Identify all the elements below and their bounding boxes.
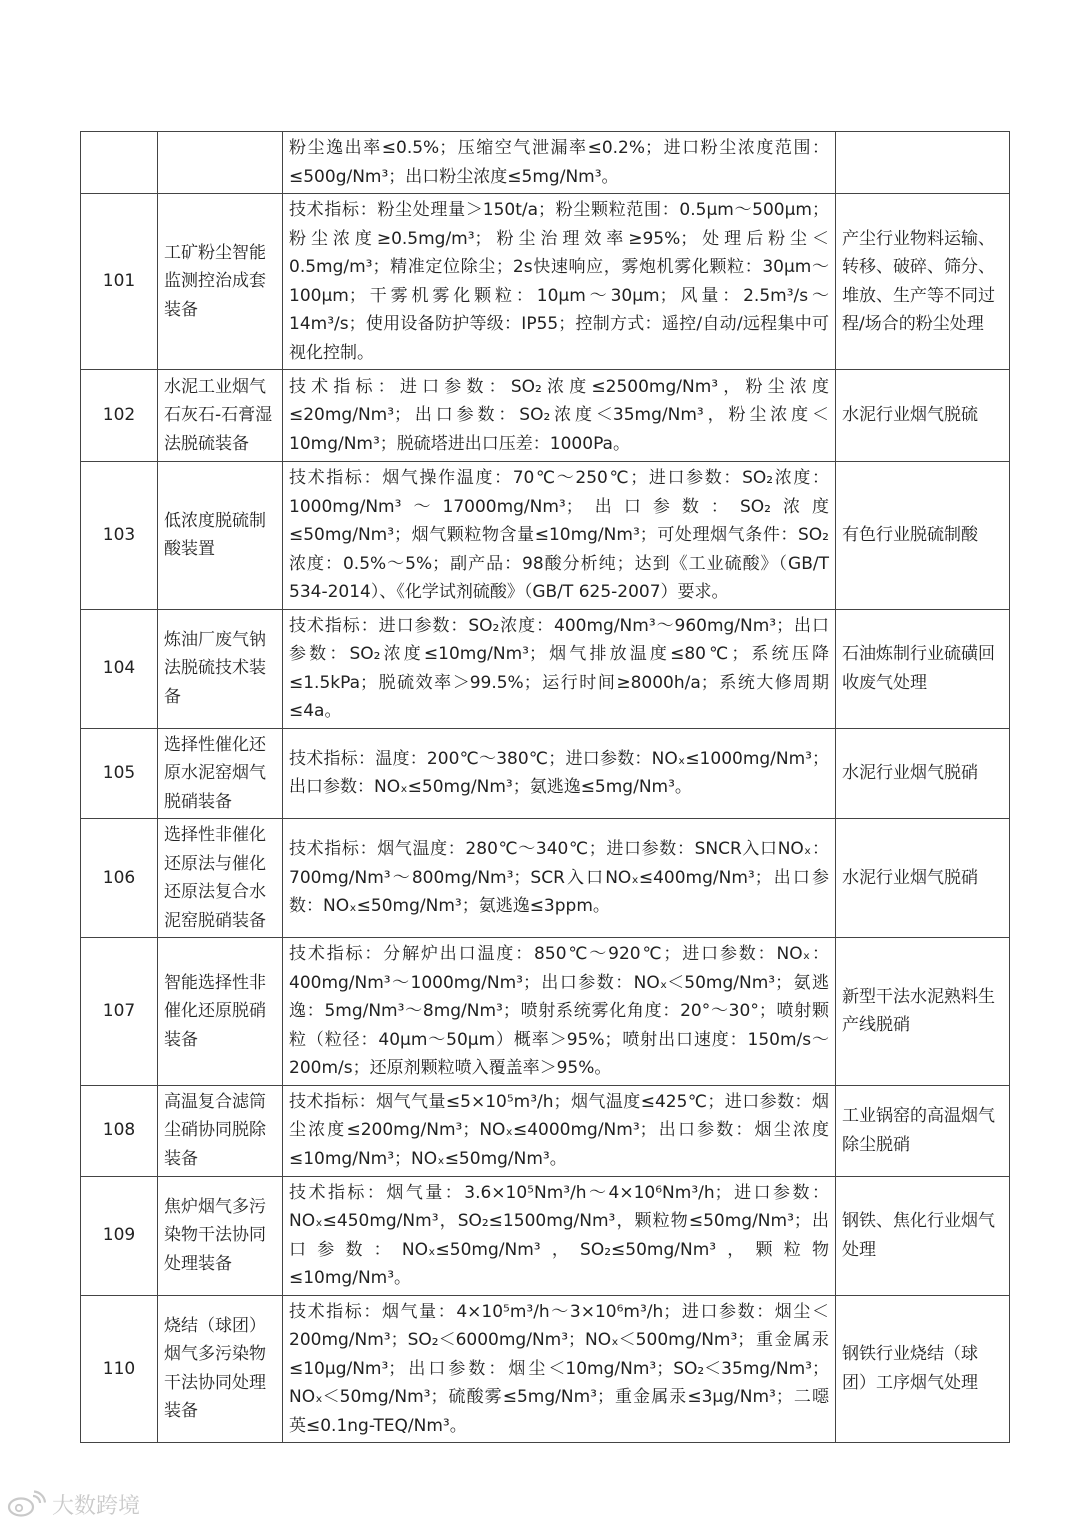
watermark-text: 大数跨境: [52, 1493, 141, 1519]
row-number: [81, 132, 158, 194]
application-scope: [836, 132, 1010, 194]
row-number: 103: [81, 462, 158, 610]
row-number: 106: [81, 819, 158, 938]
equipment-name: 选择性非催化还原法与催化还原法复合水泥窑脱硝装备: [158, 819, 283, 938]
row-number: 104: [81, 609, 158, 728]
application-scope: 水泥行业烟气脱硝: [836, 819, 1010, 938]
technical-spec: 技术指标：烟气温度：280℃～340℃；进口参数：SNCR入口NOₓ：700mg/Nm³～800mg/Nm³；SCR入口NOₓ≤400mg/Nm³；出口参数：NOₓ≤50mg/Nm³；氨逃逸≤3ppm。: [283, 819, 836, 938]
equipment-name: 烧结（球团）烟气多污染物干法协同处理装备: [158, 1295, 283, 1443]
application-scope: 新型干法水泥熟料生产线脱硝: [836, 938, 1010, 1086]
equipment-name: 选择性催化还原水泥窑烟气脱硝装备: [158, 728, 283, 819]
application-scope: 水泥行业烟气脱硝: [836, 728, 1010, 819]
application-scope: 钢铁行业烧结（球团）工序烟气处理: [836, 1295, 1010, 1443]
table-row: [81, 1085, 1010, 1176]
table-row: [81, 819, 1010, 938]
application-scope: 钢铁、焦化行业烟气处理: [836, 1176, 1010, 1295]
row-number: 110: [81, 1295, 158, 1443]
table-row: [81, 132, 1010, 194]
watermark: [6, 1488, 140, 1520]
application-scope: 石油炼制行业硫磺回收废气处理: [836, 609, 1010, 728]
equipment-name: 高温复合滤筒尘硝协同脱除装备: [158, 1085, 283, 1176]
equipment-name: 焦炉烟气多污染物干法协同处理装备: [158, 1176, 283, 1295]
table-row: [81, 1295, 1010, 1443]
table-row: [81, 462, 1010, 610]
application-scope: 水泥行业烟气脱硫: [836, 370, 1010, 462]
technical-spec: 技术指标：进口参数：SO₂浓度≤2500mg/Nm³，粉尘浓度≤20mg/Nm³；出口参数：SO₂浓度＜35mg/Nm³，粉尘浓度＜10mg/Nm³；脱硫塔进出口压差：1000Pa。: [283, 370, 836, 462]
technical-spec: 技术指标：烟气量：4×10⁵m³/h～3×10⁶m³/h；进口参数：烟尘＜200mg/Nm³；SO₂＜6000mg/Nm³；NOₓ＜500mg/Nm³；重金属汞≤10μg/Nm³；出口参数：烟尘＜10mg/Nm³；SO₂＜35mg/Nm³；NOₓ＜50mg/Nm³；硫酸雾≤5mg/Nm³；重金属汞≤3μg/Nm³；二噁英≤0.1ng-TEQ/Nm³。: [283, 1295, 836, 1443]
technical-spec: 技术指标：烟气操作温度：70℃～250℃；进口参数：SO₂浓度：1000mg/Nm³～17000mg/Nm³；出口参数：SO₂浓度≤50mg/Nm³；烟气颗粒物含量≤10mg/Nm³；可处理烟气条件：SO₂浓度：0.5%～5%；副产品：98酸分析纯；达到《工业硫酸》（GB/T 534-2014）、《化学试剂硫酸》（GB/T 625-2007）要求。: [283, 462, 836, 610]
table-row: [81, 1176, 1010, 1295]
equipment-name: 低浓度脱硫制酸装置: [158, 462, 283, 610]
table-row: [81, 938, 1010, 1086]
equipment-table: [80, 131, 1010, 1443]
application-scope: 工业锅窑的高温烟气除尘脱硝: [836, 1085, 1010, 1176]
table-row: [81, 609, 1010, 728]
technical-spec: 技术指标：烟气气量≤5×10⁵m³/h；烟气温度≤425℃；进口参数：烟尘浓度≤200mg/Nm³；NOₓ≤4000mg/Nm³；出口参数：烟尘浓度≤10mg/Nm³；NOₓ≤50mg/Nm³。: [283, 1085, 836, 1176]
equipment-name: 炼油厂废气钠法脱硫技术装备: [158, 609, 283, 728]
row-number: 107: [81, 938, 158, 1086]
technical-spec: 粉尘逸出率≤0.5%；压缩空气泄漏率≤0.2%；进口粉尘浓度范围：≤500g/Nm³；出口粉尘浓度≤5mg/Nm³。: [283, 132, 836, 194]
table-row: [81, 370, 1010, 462]
technical-spec: 技术指标：烟气量：3.6×10⁵Nm³/h～4×10⁶Nm³/h；进口参数：NOₓ≤450mg/Nm³，SO₂≤1500mg/Nm³，颗粒物≤50mg/Nm³；出口参数：NOₓ≤50mg/Nm³，SO₂≤50mg/Nm³，颗粒物≤10mg/Nm³。: [283, 1176, 836, 1295]
equipment-name: 水泥工业烟气石灰石-石膏湿法脱硫装备: [158, 370, 283, 462]
row-number: 108: [81, 1085, 158, 1176]
row-number: 101: [81, 194, 158, 370]
table-row: [81, 728, 1010, 819]
equipment-name: [158, 132, 283, 194]
weibo-logo-icon: [6, 1490, 46, 1518]
equipment-name: 智能选择性非催化还原脱硝装备: [158, 938, 283, 1086]
application-scope: 有色行业脱硫制酸: [836, 462, 1010, 610]
row-number: 105: [81, 728, 158, 819]
technical-spec: 技术指标：粉尘处理量＞150t/a；粉尘颗粒范围：0.5μm～500μm；粉尘浓度≥0.5mg/m³；粉尘治理效率≥95%；处理后粉尘＜0.5mg/m³；精准定位除尘；2s快速响应，雾炮机雾化颗粒：30μm～100μm；干雾机雾化颗粒：10μm～30μm；风量：2.5m³/s～14m³/s；使用设备防护等级：IP55；控制方式：遥控/自动/远程集中可视化控制。: [283, 194, 836, 370]
table-row: [81, 194, 1010, 370]
technical-spec: 技术指标：进口参数：SO₂浓度：400mg/Nm³～960mg/Nm³；出口参数：SO₂浓度≤10mg/Nm³；烟气排放温度≤80℃；系统压降≤1.5kPa；脱硫效率＞99.5%；运行时间≥8000h/a；系统大修周期≤4a。: [283, 609, 836, 728]
technical-spec: 技术指标：分解炉出口温度：850℃～920℃；进口参数：NOₓ：400mg/Nm³～1000mg/Nm³；出口参数：NOₓ＜50mg/Nm³；氨逃逸：5mg/Nm³～8mg/Nm³；喷射系统雾化角度：20°～30°；喷射颗粒（粒径：40μm～50μm）概率＞95%；喷射出口速度：150m/s～200m/s；还原剂颗粒喷入覆盖率＞95%。: [283, 938, 836, 1086]
application-scope: 产尘行业物料运输、转移、破碎、筛分、堆放、生产等不同过程/场合的粉尘处理: [836, 194, 1010, 370]
technical-spec: 技术指标：温度：200℃～380℃；进口参数：NOₓ≤1000mg/Nm³；出口参数：NOₓ≤50mg/Nm³；氨逃逸≤5mg/Nm³。: [283, 728, 836, 819]
row-number: 109: [81, 1176, 158, 1295]
row-number: 102: [81, 370, 158, 462]
equipment-name: 工矿粉尘智能监测控治成套装备: [158, 194, 283, 370]
